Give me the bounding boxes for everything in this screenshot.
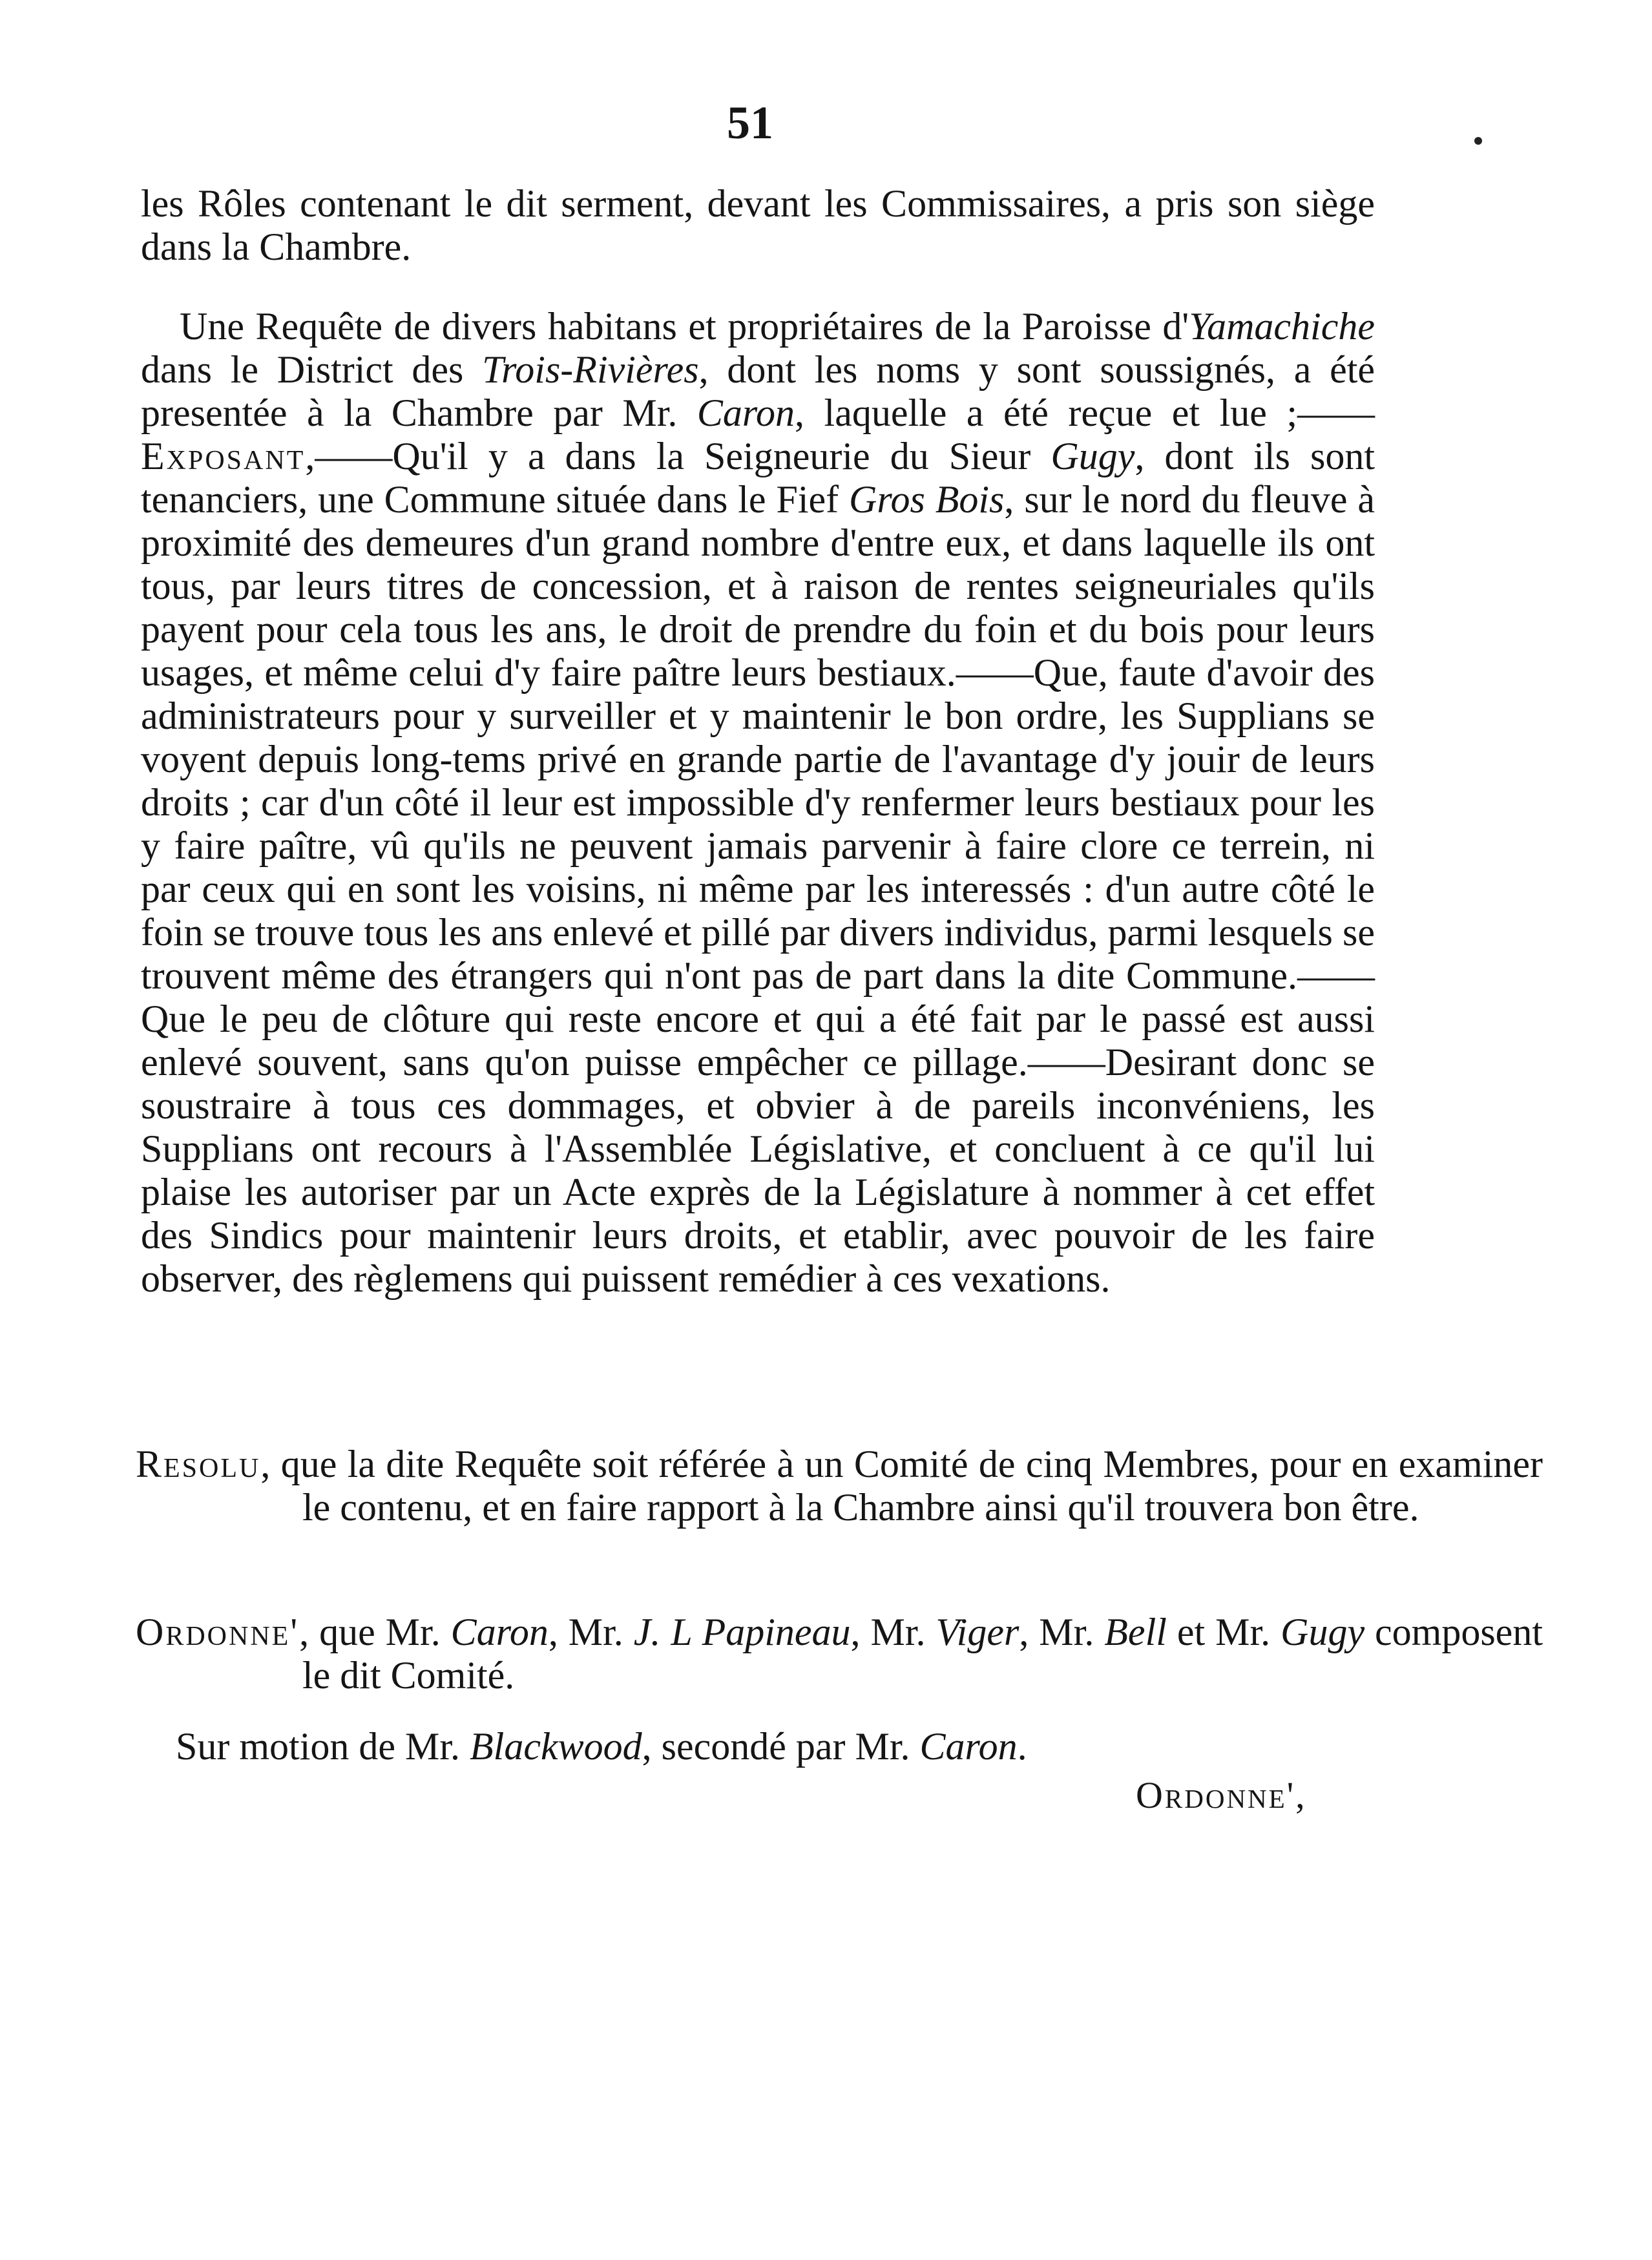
member-gugy: Gugy: [1281, 1611, 1365, 1653]
resolution-text: , que la dite Requête soit référée à un Comité de cinq Membres, pour en examiner le contenu, et en faire rapport à la Chambre ainsi qu'il trouvera bon être.: [260, 1443, 1543, 1529]
paragraph-oath: les Rôles contenant le dit serment, devant les Commissaires, a pris son siège dans la Chambre.: [141, 182, 1375, 268]
motion-text-2: , secondé par Mr.: [642, 1725, 920, 1768]
page-number: 51: [727, 97, 773, 149]
order-text-2: , Mr.: [548, 1611, 634, 1653]
motion-text-3: .: [1017, 1725, 1027, 1768]
place-yamachiche: Yamachiche: [1189, 305, 1375, 348]
ink-speck: [1474, 137, 1482, 145]
petition-text-4: , laquelle a été reçue et lue ;——: [795, 392, 1375, 434]
member-papineau: J. L Papineau: [633, 1611, 851, 1653]
paragraph-order: [136, 1611, 1543, 1697]
order-text-4: , Mr.: [1019, 1611, 1105, 1653]
petition-text-2: dans le District des: [141, 348, 483, 391]
name-caron: Caron: [696, 392, 795, 434]
member-caron: Caron: [450, 1611, 549, 1653]
ordonne-heading: Ordonne': [136, 1611, 300, 1653]
petition-text-1: Une Requête de divers habitans et propriétaires de la Paroisse d': [180, 305, 1189, 348]
petition-text-5: ,——Qu'il y a dans la Seigneurie du Sieur: [305, 435, 1051, 477]
motion-text-1: Sur motion de Mr.: [176, 1725, 470, 1768]
petition-text-3: , dont les noms y sont soussignés, a été presentée à la Chambre par Mr.: [141, 348, 1375, 434]
order-text-3: , Mr.: [850, 1611, 936, 1653]
paragraph-petition: [141, 305, 1375, 1301]
order-text-5: et Mr.: [1166, 1611, 1281, 1653]
member-bell: Bell: [1104, 1611, 1167, 1653]
place-trois-rivieres: Trois-Rivières: [482, 348, 699, 391]
place-gros-bois: Gros Bois: [849, 478, 1005, 521]
paragraph-resolution: [136, 1443, 1543, 1529]
order-text-1: , que Mr.: [299, 1611, 451, 1653]
mover-blackwood: Blackwood: [470, 1725, 642, 1768]
order-text-6: composent le dit Comité.: [302, 1611, 1543, 1697]
name-gugy: Gugy: [1051, 435, 1135, 477]
catchword: Ordonne',: [1136, 1774, 1307, 1816]
seconder-caron: Caron: [919, 1725, 1018, 1768]
petition-text-7: , sur le nord du fleuve à proximité des demeures d'un grand nombre d'entre eux, et dans laquelle ils ont tous, par leurs titres de concession, et à raison de rentes seigneuriales qu'ils payent pour cela tous les ans, le droit de prendre du foin et du bois pour leurs usages, et même celui d'y faire paître leurs bestiaux.——Que, faute d'avoir des administrateurs pour y surveiller et y maintenir le bon ordre, les Supplians se voyent depuis long-tems privé en grande partie de l'avantage d'y jouir de leurs droits ; car d'un côté il leur est impossible d'y renfermer leurs bestiaux pour les y faire paître, vû qu'ils ne peuvent jamais parvenir à faire clore ce terrein, ni par ceux qui en sont les voisins, ni même par les interessés : d'un autre côté le foin se trouve tous les ans enlevé et pillé par divers individus, parmi lesquels se trouvent même des étrangers qui n'ont pas de part dans la dite Commune.——Que le peu de clôture qui reste encore et qui a été fait par le passé est aussi enlevé souvent, sans qu'on puisse empêcher ce pillage.——Desirant donc se soustraire à tous ces dommages, et obvier à de pareils inconvéniens, les Supplians ont recours à l'Assemblée Législative, et concluent à ce qu'il lui plaise les autoriser par un Acte exprès de la Législature à nommer à cet effet des Sindics pour maintenir leurs droits, et etablir, avec pouvoir de les faire observer, des règlemens qui puissent remédier à ces vexations.: [141, 478, 1375, 1300]
exposant-heading: Exposant: [141, 435, 306, 477]
paragraph-motion: [176, 1725, 1027, 1768]
member-viger: Viger: [936, 1611, 1019, 1653]
petition-text-6: , dont ils sont tenanciers, une Commune située dans le Fief: [141, 435, 1375, 521]
resolu-heading: Resolu: [136, 1443, 261, 1485]
